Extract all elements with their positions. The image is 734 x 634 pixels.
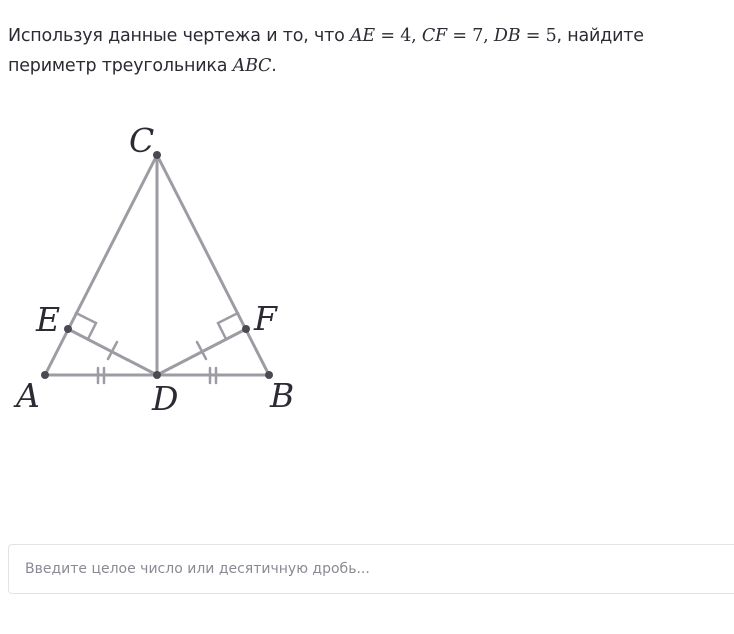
math-abc: ABC <box>232 56 272 76</box>
math-eq: = <box>447 26 473 46</box>
problem-end: . <box>271 56 277 76</box>
answer-input[interactable] <box>9 545 734 593</box>
label-d: D <box>152 379 179 418</box>
answer-field[interactable] <box>8 544 734 594</box>
label-c: C <box>129 121 155 160</box>
segment-bc <box>157 155 269 375</box>
point-e <box>64 325 72 333</box>
math-cf: CF <box>421 26 447 46</box>
label-b: B <box>270 376 295 415</box>
math-comma: , <box>411 26 422 46</box>
segment-ac <box>45 155 157 375</box>
point-f <box>242 325 250 333</box>
problem-statement <box>8 21 732 81</box>
math-ae-value: 4 <box>400 26 412 46</box>
math-eq: = <box>520 26 546 46</box>
math-db-value: 5 <box>545 26 557 46</box>
label-f: F <box>254 299 277 338</box>
math-cf-value: 7 <box>472 26 484 46</box>
math-comma: , <box>483 26 494 46</box>
problem-mid: , найдите периметр треугольника <box>8 26 644 76</box>
math-eq: = <box>374 26 401 46</box>
label-e: E <box>36 300 61 339</box>
problem-intro: Используя данные чертежа и то, что <box>8 26 350 46</box>
math-db: DB <box>493 26 521 46</box>
point-a <box>41 371 49 379</box>
point-d <box>153 371 161 379</box>
math-ae: AE <box>349 26 375 46</box>
label-a: A <box>16 376 40 415</box>
triangle-figure <box>0 108 330 428</box>
